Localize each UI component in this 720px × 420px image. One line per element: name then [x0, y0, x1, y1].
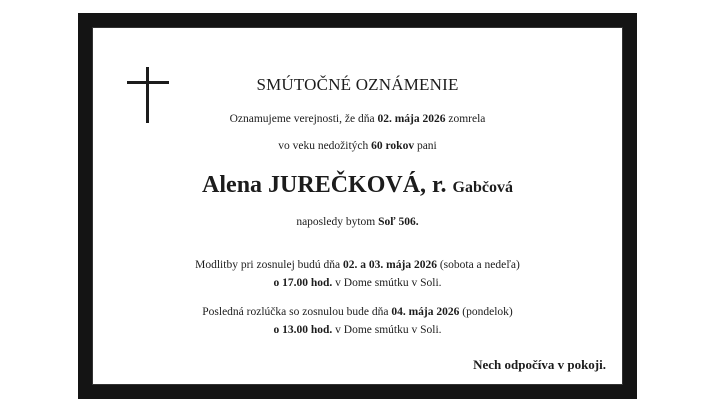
residence-line — [93, 215, 622, 229]
farewell-suffix: (pondelok) — [459, 306, 513, 318]
prayers-dates: 02. a 03. mája 2026 — [343, 259, 437, 271]
prayers-place: v Dome smútku v Soli. — [332, 277, 442, 289]
notice-title: SMÚTOČNÉ OZNÁMENIE — [256, 75, 459, 94]
age-line — [93, 139, 622, 153]
farewell-line — [93, 305, 622, 319]
prayers-time: o 17.00 hod. — [273, 277, 333, 289]
farewell-prefix: Posledná rozlúčka so zosnulou bude dňa — [202, 306, 392, 318]
intro-prefix: Oznamujeme verejnosti, že dňa — [229, 113, 378, 125]
age-value: 60 rokov — [371, 140, 415, 152]
intro-suffix: zomrela — [445, 113, 486, 125]
farewell-place: v Dome smútku v Soli. — [332, 324, 442, 336]
intro-line — [93, 112, 622, 126]
mourning-border — [78, 13, 637, 399]
death-date: 02. mája 2026 — [377, 113, 446, 125]
residence-value: Soľ 506. — [378, 216, 419, 228]
farewell-date: 04. mája 2026 — [391, 306, 460, 318]
prayers-time-line — [93, 276, 622, 290]
maiden-name: Gabčová — [452, 179, 513, 196]
prayers-prefix: Modlitby pri zosnulej budú dňa — [195, 259, 344, 271]
deceased-name-line — [93, 171, 622, 202]
prayers-suffix: (sobota a nedeľa) — [436, 259, 520, 271]
farewell-time: o 13.00 hod. — [273, 324, 333, 336]
closing-line: Nech odpočíva v pokoji. — [473, 357, 606, 372]
age-prefix: vo veku nedožitých — [278, 140, 372, 152]
age-suffix: pani — [414, 140, 437, 152]
notice-card — [92, 27, 623, 385]
farewell-time-line — [93, 323, 622, 337]
deceased-name: Alena JUREČKOVÁ, r. — [202, 172, 447, 198]
residence-prefix: naposledy bytom — [296, 216, 379, 228]
prayers-line — [93, 258, 622, 272]
